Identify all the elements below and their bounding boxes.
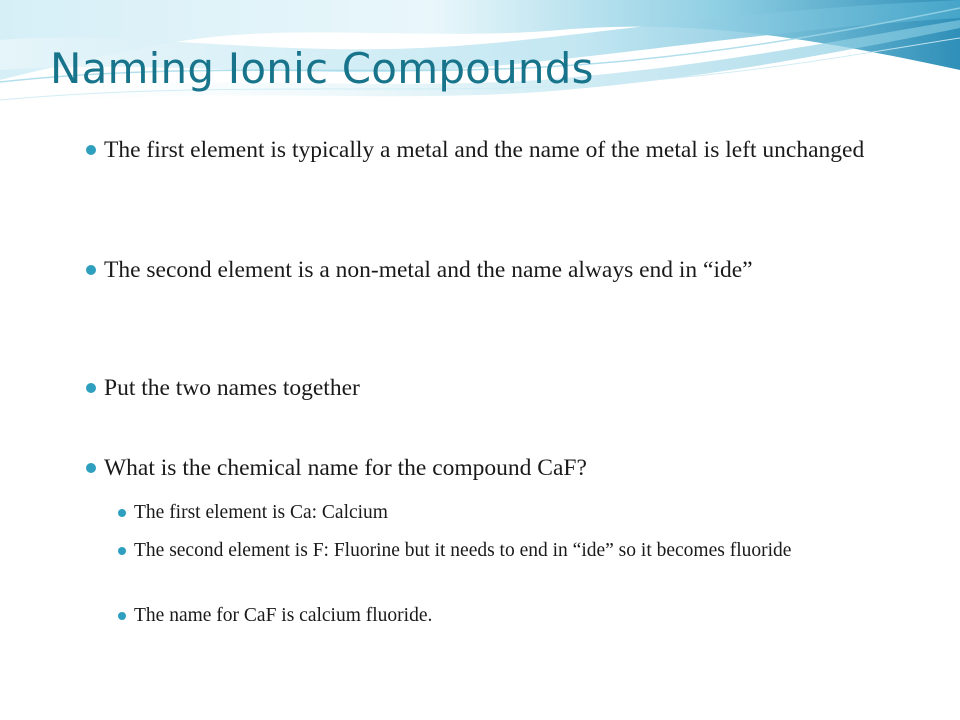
bullet-item: [104, 254, 904, 286]
sub-bullet-marker: [118, 547, 126, 555]
bullet-item: [104, 134, 904, 166]
bullet-item: [104, 372, 904, 404]
sub-bullet-item: [134, 603, 904, 628]
sub-bullet-marker: [118, 612, 126, 620]
sub-bullet-text: The first element is Ca: Calcium: [134, 502, 388, 523]
bullet-text: The first element is typically a metal and the name of the metal is left unchanged: [104, 137, 865, 163]
bullet-marker: [86, 383, 96, 393]
bullet-marker: [86, 265, 96, 275]
sub-bullet-text: The name for CaF is calcium fluoride.: [134, 605, 433, 626]
bullet-text: The second element is a non-metal and the name always end in “ide”: [104, 257, 753, 283]
sub-bullet-item: [134, 500, 904, 525]
sub-bullet-text: The second element is F: Fluorine but it needs to end in “ide” so it becomes fluoride: [134, 540, 792, 561]
bullet-marker: [86, 145, 96, 155]
sub-bullet-item: [134, 538, 904, 563]
bullet-item: [104, 452, 904, 484]
slide-title: Naming Ionic Compounds: [50, 44, 594, 93]
bullet-text: Put the two names together: [104, 375, 360, 401]
sub-bullet-marker: [118, 509, 126, 517]
bullet-marker: [86, 463, 96, 473]
bullet-text: What is the chemical name for the compound CaF?: [104, 455, 587, 481]
